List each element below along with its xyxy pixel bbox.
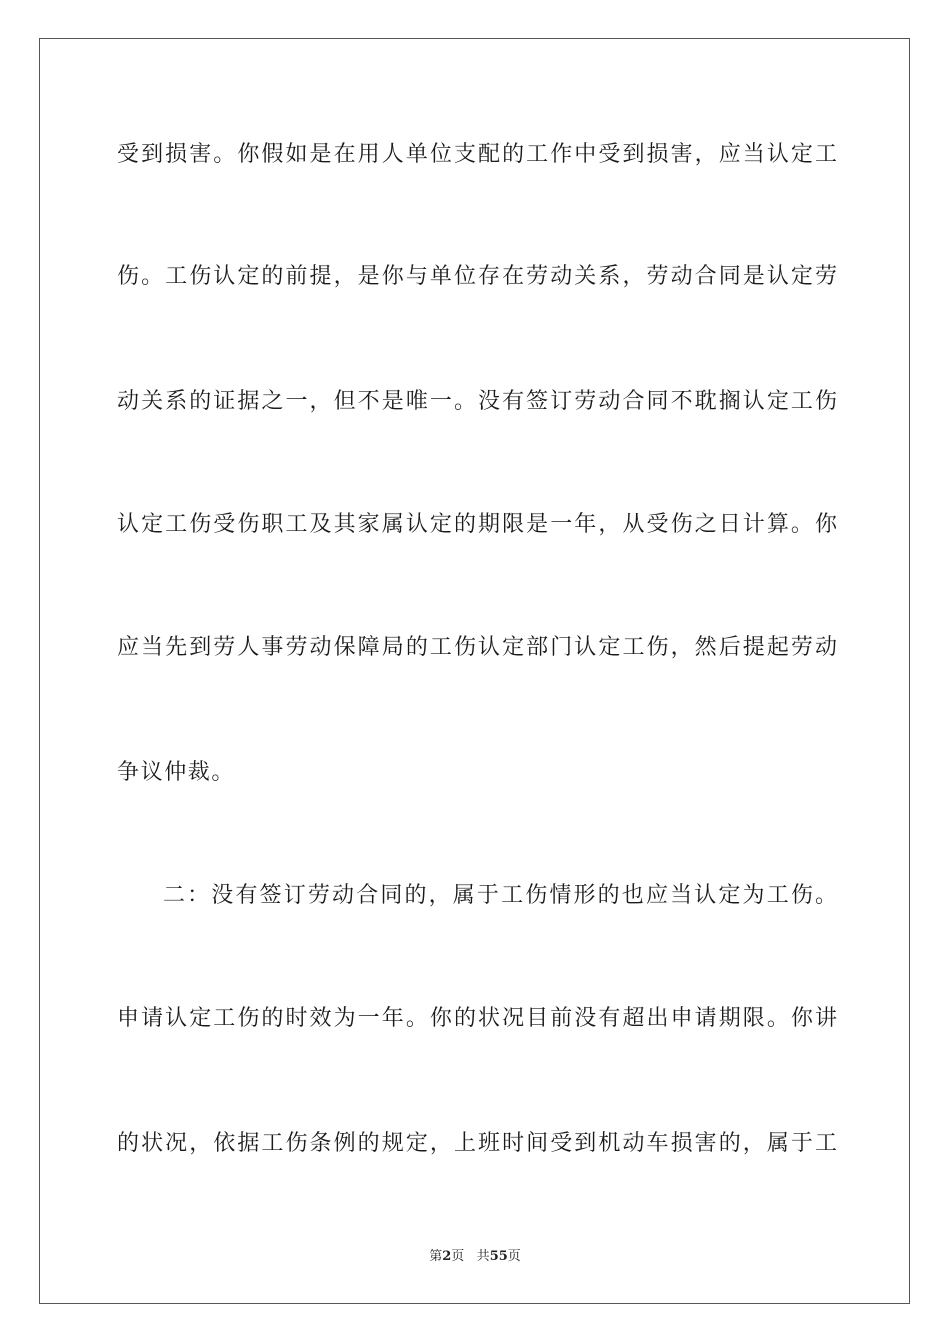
- body-line-4: 认定工伤受伤职工及其家属认定的期限是一年，从受伤之日计算。你: [117, 512, 837, 537]
- page-border: [39, 38, 910, 1304]
- body-line-9: 的状况，依据工伤条例的规定，上班时间受到机动车损害的，属于工: [117, 1131, 837, 1156]
- footer-page-number: 2: [442, 1249, 452, 1264]
- footer-total-prefix: 共: [476, 1249, 490, 1264]
- page-footer: [0, 1248, 950, 1266]
- body-line-8: 申请认定工伤的时效为一年。你的状况目前没有超出申请期限。你讲: [117, 1006, 837, 1031]
- footer-page-prefix: 第: [429, 1249, 443, 1264]
- body-line-2: 伤。工伤认定的前提，是你与单位存在劳动关系，劳动合同是认定劳: [117, 264, 837, 289]
- body-line-3: 动关系的证据之一，但不是唯一。没有签订劳动合同不耽搁认定工伤: [117, 389, 837, 414]
- body-line-5: 应当先到劳人事劳动保障局的工伤认定部门认定工伤，然后提起劳动: [117, 635, 837, 660]
- footer-total-suffix: 页: [507, 1249, 521, 1264]
- body-line-1: 受到损害。你假如是在用人单位支配的工作中受到损害，应当认定工: [117, 142, 837, 167]
- body-line-6: 争议仲裁。: [117, 760, 236, 785]
- footer-page-suffix: 页: [451, 1249, 465, 1264]
- footer-total-pages: 55: [489, 1249, 508, 1264]
- body-line-7-section-heading: 二：没有签订劳动合同的，属于工伤情形的也应当认定为工伤。: [163, 883, 837, 908]
